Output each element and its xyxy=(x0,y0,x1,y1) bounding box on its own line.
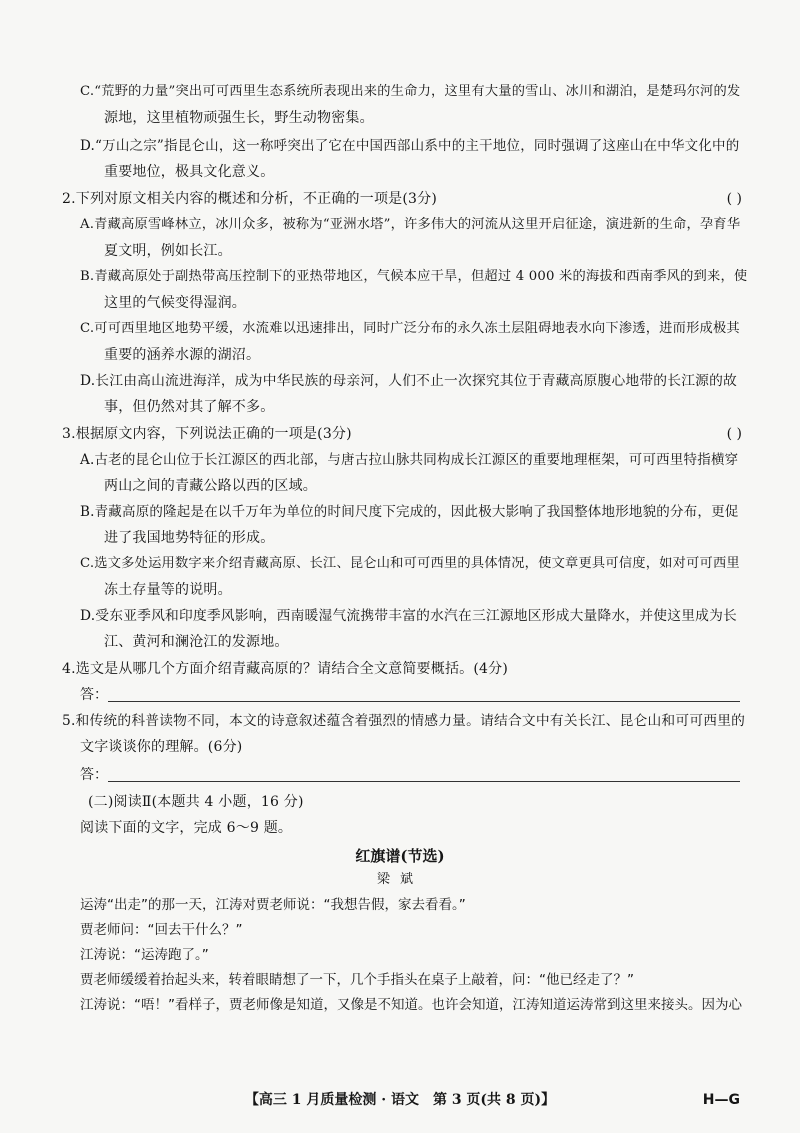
q2-option-a: A.青藏高原雪峰林立，冰川众多，被称为“亚洲水塔”，许多伟大的河流从这里开启征途，演进新的生命，孕育华 xyxy=(80,217,741,232)
q4-answer-line[interactable] xyxy=(108,701,740,702)
q3-option-c-cont: 冻土存量等的说明。 xyxy=(104,582,232,598)
q5-answer-line[interactable] xyxy=(108,781,740,782)
page-footer: 【高三 1 月质量检测 · 语文 第 3 页(共 8 页)】 xyxy=(244,1092,556,1108)
q5-stem: 5.和传统的科普读物不同，本文的诗意叙述蕴含着强烈的情感力量。请结合文中有关长江、昆仑山和可可西里的 xyxy=(62,713,746,729)
q5-stem-cont: 文字谈谈你的理解。(6分) xyxy=(80,739,243,755)
q1-option-d-cont: 重要地位，极具文化意义。 xyxy=(104,164,275,180)
q5-answer-label: 答： xyxy=(80,767,108,783)
q2-answer-paren[interactable]: ( ) xyxy=(726,191,742,207)
q2-option-d: D.长江由高山流进海洋，成为中华民族的母亲河，人们不止一次探究其位于青藏高原腹心地带的长江源的故 xyxy=(80,373,738,389)
q3-stem: 3.根据原文内容，下列说法正确的一项是(3分) xyxy=(62,426,352,442)
section2-instruction: 阅读下面的文字，完成 6～9 题。 xyxy=(80,820,293,836)
passage-title: 红旗谱(节选) xyxy=(355,847,445,865)
q3-option-d-cont: 江、黄河和澜沧江的发源地。 xyxy=(104,634,289,650)
passage-line: 贾老师问：“回去干什么？” xyxy=(80,922,243,938)
passage-author: 梁斌 xyxy=(376,872,423,887)
section2-heading: (二)阅读Ⅱ(本题共 4 小题，16 分) xyxy=(88,794,304,810)
q4-stem: 4.选文是从哪几个方面介绍青藏高原的？请结合全文意简要概括。(4分) xyxy=(62,661,508,677)
q1-option-c-cont: 源地，这里植物顽强生长，野生动物密集。 xyxy=(104,110,374,126)
q4-answer-label: 答： xyxy=(80,687,108,703)
q3-option-a: A.古老的昆仑山位于长江源区的西北部，与唐古拉山脉共同构成长江源区的重要地理框架，可可西里特指横穿 xyxy=(80,452,739,468)
q2-option-a-cont: 夏文明，例如长江。 xyxy=(104,243,232,259)
q3-option-d: D.受东亚季风和印度季风影响，西南暖湿气流携带丰富的水汽在三江源地区形成大量降水，并使这里成为长 xyxy=(80,608,738,624)
q1-option-d: D.“万山之宗”指昆仑山，这一称呼突出了它在中国西部山系中的主干地位，同时强调了这座山在中华文化中的 xyxy=(80,138,740,154)
q2-stem: 2.下列对原文相关内容的概述和分析，不正确的一项是(3分) xyxy=(62,191,437,207)
q2-option-b-cont: 这里的气候变得湿润。 xyxy=(104,295,246,311)
q3-option-c: C.选文多处运用数字来介绍青藏高原、长江、昆仑山和可可西里的具体情况，使文章更具可信度，如对可可西里 xyxy=(80,556,740,571)
q2-option-c: C.可可西里地区地势平缓，水流难以迅速排出，同时广泛分布的永久冻土层阻碍地表水向下渗透，进而形成极其 xyxy=(80,321,740,336)
q2-option-d-cont: 事，但仍然对其了解不多。 xyxy=(104,399,275,415)
paper-code: H—G xyxy=(702,1092,740,1108)
q3-option-a-cont: 两山之间的青藏公路以西的区域。 xyxy=(104,478,317,494)
q2-option-c-cont: 重要的涵养水源的湖沼。 xyxy=(104,347,261,363)
passage-line: 运涛“出走”的那一天，江涛对贾老师说：“我想告假，家去看看。” xyxy=(80,897,466,913)
q1-option-c: C.“荒野的力量”突出可可西里生态系统所表现出来的生命力，这里有大量的雪山、冰川和湖泊，是楚玛尔河的发 xyxy=(80,84,741,99)
q3-option-b: B.青藏高原的隆起是在以千万年为单位的时间尺度下完成的，因此极大影响了我国整体地形地貌的分布，更促 xyxy=(80,504,739,520)
passage-line: 江涛说：“运涛跑了。” xyxy=(80,947,209,963)
q2-option-b: B.青藏高原处于副热带高压控制下的亚热带地区，气候本应干旱，但超过 4 000 米的海拔和西南季风的到来，使 xyxy=(80,269,748,284)
q3-answer-paren[interactable]: ( ) xyxy=(726,426,742,442)
q3-option-b-cont: 进了我国地势特征的形成。 xyxy=(104,530,275,546)
passage-line: 江涛说：“唔！”看样子，贾老师像是知道，又像是不知道。也许会知道，江涛知道运涛常到这里来接头。因为心 xyxy=(80,997,742,1013)
passage-line: 贾老师缓缓着抬起头来，转着眼睛想了一下，几个手指头在桌子上敲着，问：“他已经走了？” xyxy=(80,972,634,988)
